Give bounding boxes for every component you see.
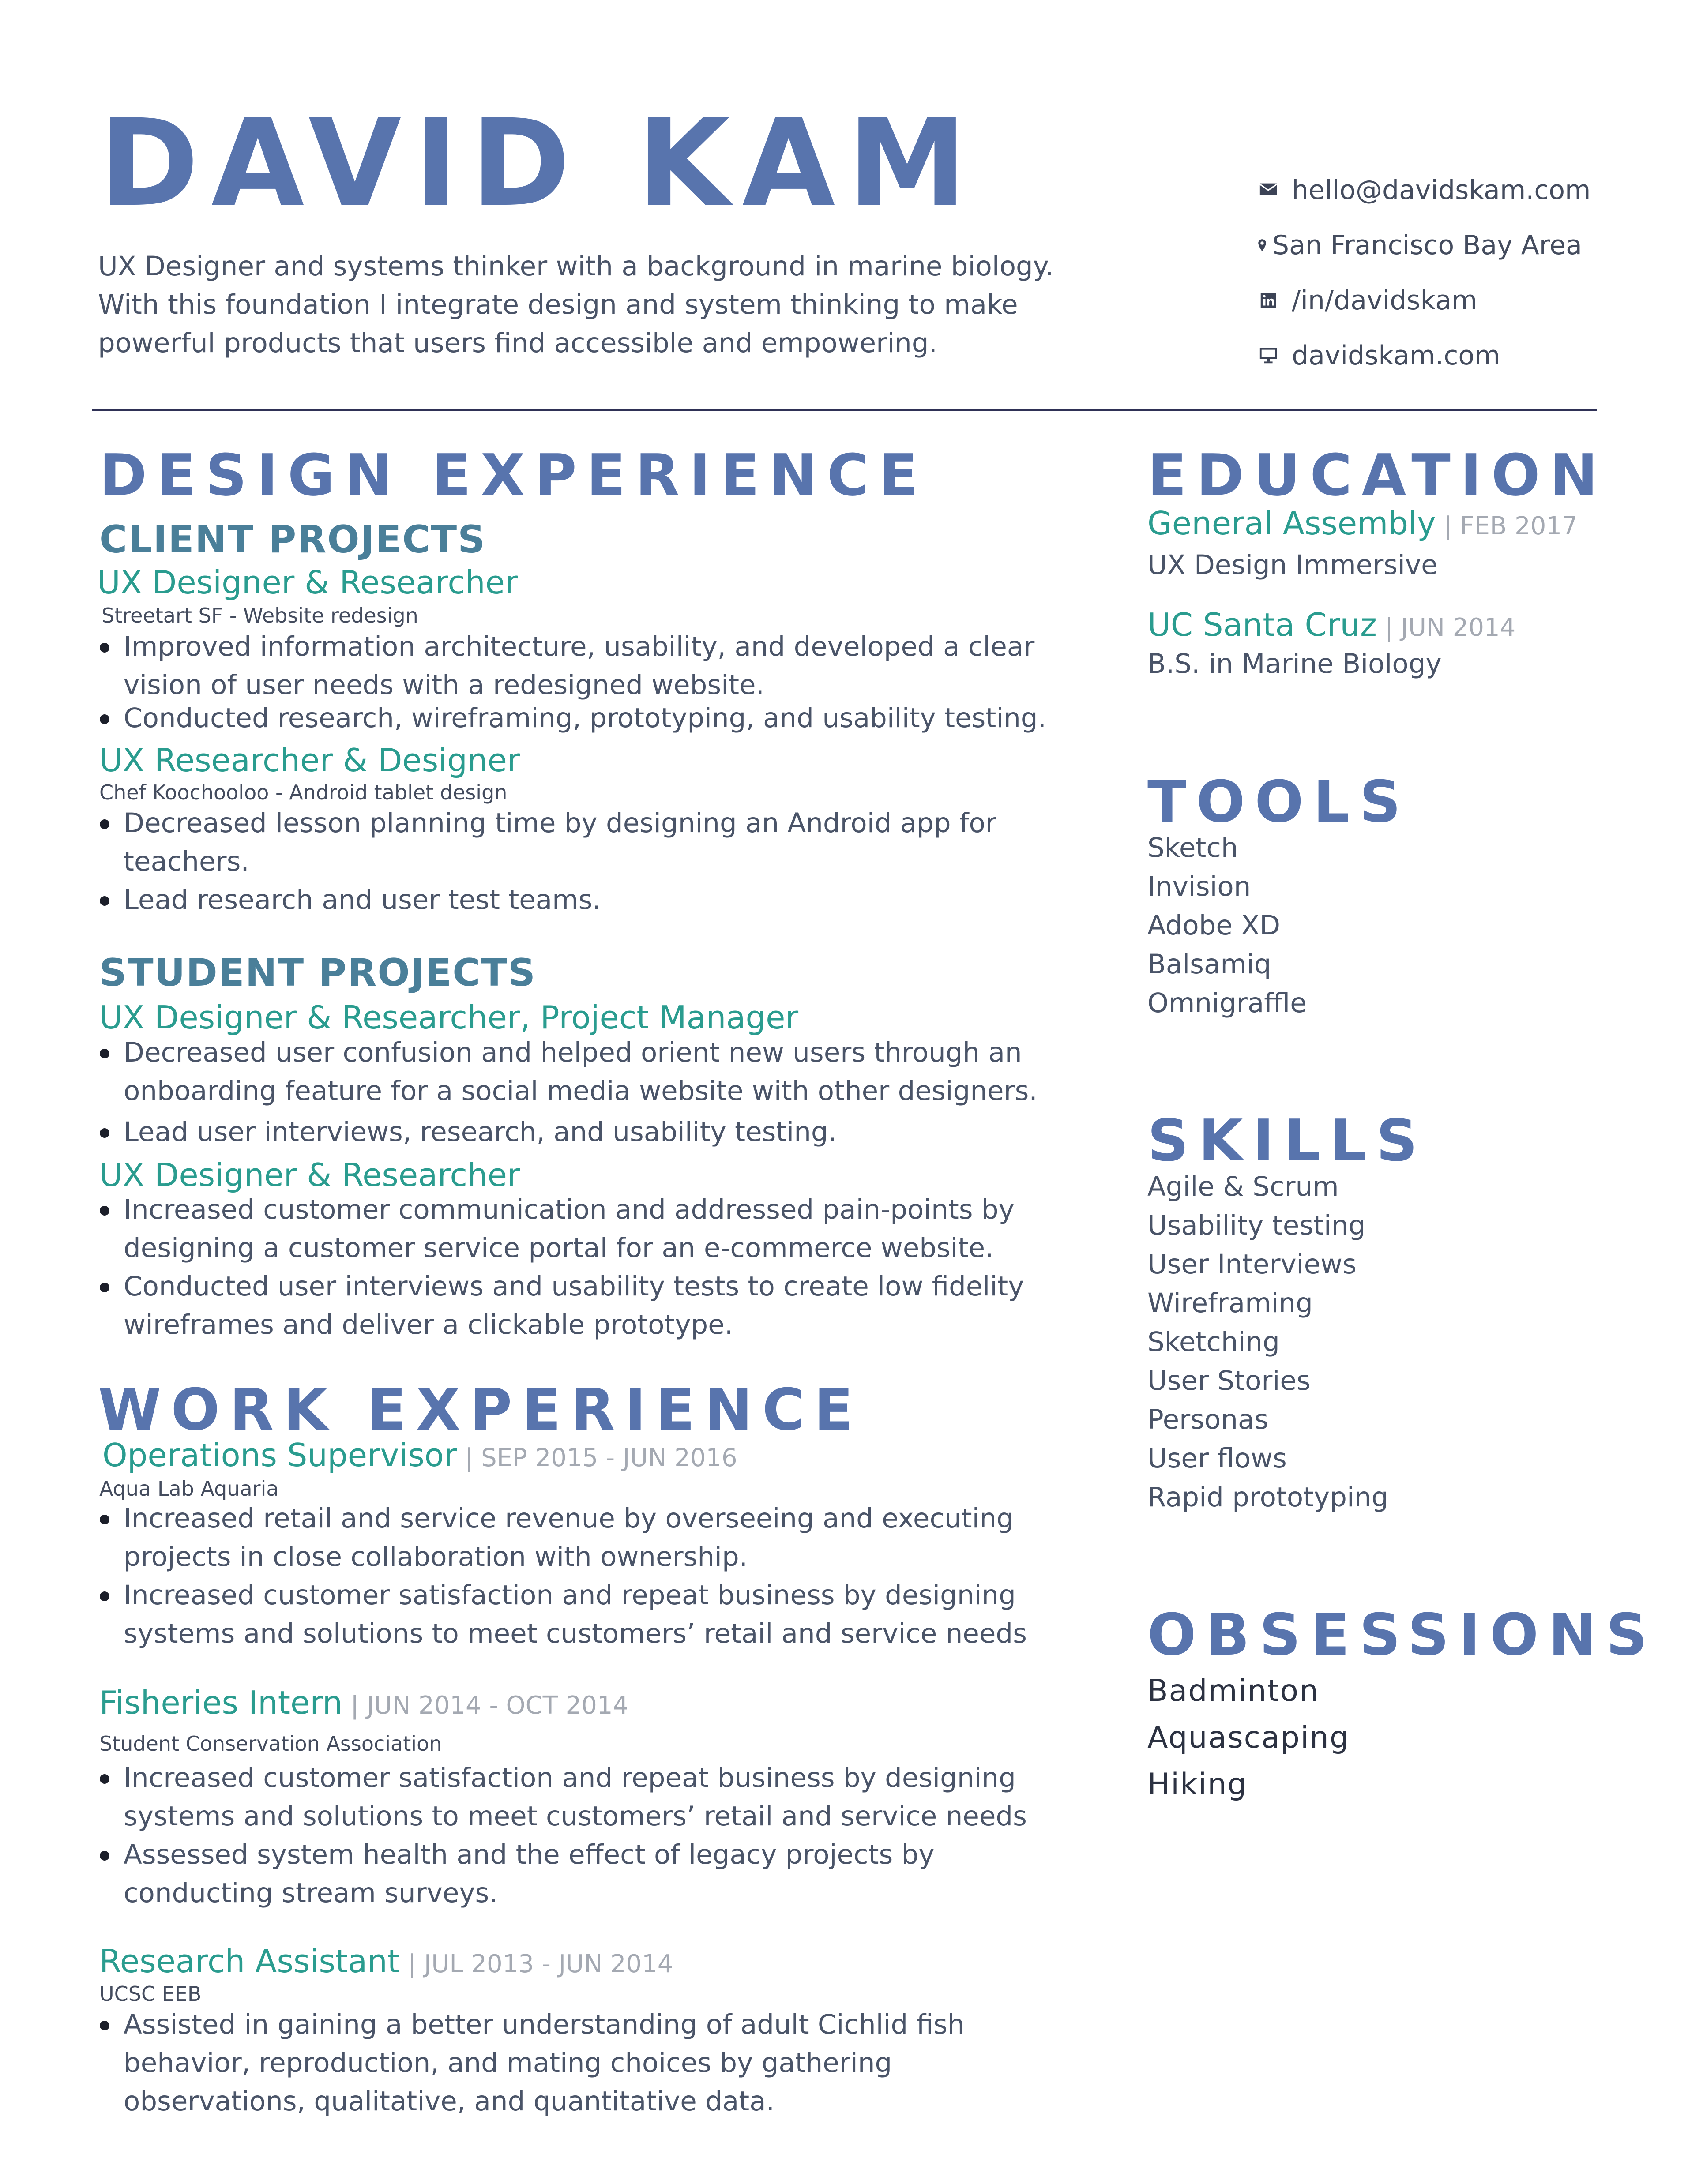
- list-item: Badminton: [1147, 1674, 1320, 1708]
- bullet-item: Assessed system health and the effect of legacy projects by conducting stream surveys.: [98, 1835, 1078, 1912]
- job-org: UCSC EEB: [99, 1982, 202, 2006]
- bullet-item: Increased customer satisfaction and repeat business by designing systems and solutions to meet customers’ retail and service needs: [98, 1759, 1078, 1835]
- envelope-icon: [1256, 177, 1281, 203]
- job-title: Fisheries Intern: [99, 1684, 343, 1721]
- bullet-item: Conducted user interviews and usability tests to create low fidelity wireframes and deliver a clickable prototype.: [98, 1267, 1078, 1344]
- list-item: Agile & Scrum: [1147, 1171, 1339, 1202]
- school-name: General Assembly: [1147, 505, 1436, 542]
- list-item: Sketching: [1147, 1326, 1280, 1358]
- job-header: [99, 1684, 629, 1721]
- bullet-list: [98, 627, 1078, 737]
- bullet-list: [98, 1759, 1078, 1912]
- skills-heading: SKILLS: [1147, 1107, 1428, 1174]
- job-title: Research Assistant: [99, 1943, 400, 1980]
- bullet-item: Assisted in gaining a better understanding of adult Cichlid fish behavior, reproduction, and mating choices by gathering observations, qualitative, and quantitative data.: [98, 2005, 1042, 2120]
- bullet-item: Increased customer communication and addressed pain-points by designing a customer service portal for an e-commerce website.: [98, 1190, 1078, 1267]
- job-dates: | JUL 2013 - JUN 2014: [408, 1950, 673, 1978]
- education-entry: [1147, 606, 1516, 643]
- list-item: Invision: [1147, 871, 1251, 902]
- contact-email[interactable]: [1256, 162, 1670, 218]
- job-org: Student Conservation Association: [99, 1732, 442, 1756]
- contact-email-text: hello@davidskam.com: [1292, 174, 1591, 206]
- client-projects-heading: CLIENT PROJECTS: [99, 518, 486, 562]
- list-item: User Interviews: [1147, 1249, 1357, 1280]
- job-header: [99, 1943, 673, 1980]
- list-item: Sketch: [1147, 832, 1238, 863]
- map-pin-icon: [1256, 233, 1269, 258]
- bullet-item: Decreased lesson planning time by designing an Android app for teachers.: [98, 804, 1078, 881]
- contact-block: [1256, 162, 1670, 383]
- bullet-list: [98, 1499, 1078, 1653]
- contact-linkedin-text: /in/davidskam: [1292, 285, 1477, 316]
- contact-linkedin[interactable]: [1256, 273, 1670, 328]
- bullet-list: [98, 2005, 1042, 2120]
- education-date: | FEB 2017: [1444, 512, 1578, 540]
- list-item: User flows: [1147, 1443, 1287, 1474]
- resume-name: DAVID KAM: [99, 94, 979, 233]
- list-item: User Stories: [1147, 1365, 1311, 1396]
- contact-website[interactable]: [1256, 328, 1670, 383]
- job-org: Chef Koochooloo - Android tablet design: [99, 781, 508, 804]
- list-item: Omnigraffle: [1147, 987, 1307, 1019]
- contact-location: [1256, 218, 1670, 273]
- bullet-item: Decreased user confusion and helped orient new users through an onboarding feature for a social media website with other designers.: [98, 1033, 1078, 1110]
- monitor-icon: [1256, 343, 1281, 368]
- job-org: Aqua Lab Aquaria: [99, 1477, 279, 1501]
- work-experience-heading: WORK EXPERIENCE: [98, 1376, 863, 1443]
- summary-text: UX Designer and systems thinker with a background in marine biology. With this foundation I integrate design and system thinking to make powerful products that users find accessible and empowering.: [98, 251, 1054, 359]
- design-experience-heading: DESIGN EXPERIENCE: [99, 442, 928, 509]
- bullet-list: [98, 1033, 1078, 1151]
- list-item: Hiking: [1147, 1767, 1248, 1802]
- education-program: UX Design Immersive: [1147, 549, 1438, 581]
- school-name: UC Santa Cruz: [1147, 606, 1377, 643]
- tools-list: [1147, 829, 1307, 1023]
- bullet-list: [98, 1190, 1078, 1344]
- list-item: Aquascaping: [1147, 1720, 1350, 1755]
- list-item: Personas: [1147, 1404, 1269, 1435]
- student-projects-heading: STUDENT PROJECTS: [99, 951, 536, 995]
- list-item: Balsamiq: [1147, 949, 1271, 980]
- list-item: Wireframing: [1147, 1287, 1313, 1319]
- job-title: Operations Supervisor: [102, 1437, 457, 1474]
- job-title: UX Researcher & Designer: [99, 742, 520, 779]
- job-org: Streetart SF - Website redesign: [102, 604, 418, 627]
- bullet-item: Conducted research, wireframing, prototyping, and usability testing.: [98, 699, 1078, 737]
- job-header: [102, 1437, 737, 1474]
- job-title: UX Designer & Researcher, Project Manager: [99, 999, 799, 1036]
- list-item: Usability testing: [1147, 1210, 1366, 1241]
- job-dates: | SEP 2015 - JUN 2016: [465, 1444, 737, 1472]
- job-dates: | JUN 2014 - OCT 2014: [350, 1691, 629, 1720]
- contact-location-text: San Francisco Bay Area: [1272, 229, 1582, 261]
- education-date: | JUN 2014: [1384, 613, 1516, 642]
- linkedin-icon: [1256, 288, 1281, 313]
- obsessions-list: [1147, 1668, 1350, 1808]
- header-divider: [92, 409, 1597, 411]
- tools-heading: TOOLS: [1147, 768, 1411, 835]
- bullet-item: Lead user interviews, research, and usability testing.: [98, 1113, 1078, 1151]
- obsessions-heading: OBSESSIONS: [1147, 1601, 1657, 1668]
- education-entry: [1147, 505, 1578, 542]
- bullet-item: Increased customer satisfaction and repeat business by designing systems and solutions to meet customers’ retail and service needs: [98, 1576, 1078, 1653]
- list-item: Rapid prototyping: [1147, 1482, 1389, 1513]
- list-item: Adobe XD: [1147, 910, 1281, 941]
- education-heading: EDUCATION: [1147, 442, 1608, 509]
- skills-list: [1147, 1167, 1388, 1517]
- contact-website-text: davidskam.com: [1292, 340, 1500, 371]
- bullet-item: Increased retail and service revenue by overseeing and executing projects in close collaboration with ownership.: [98, 1499, 1078, 1576]
- job-title: UX Designer & Researcher: [97, 564, 518, 601]
- bullet-item: Lead research and user test teams.: [98, 881, 1078, 919]
- bullet-list: [98, 804, 1078, 919]
- education-program: B.S. in Marine Biology: [1147, 648, 1442, 679]
- job-title: UX Designer & Researcher: [99, 1156, 520, 1193]
- bullet-item: Improved information architecture, usability, and developed a clear vision of user needs with a redesigned website.: [98, 627, 1078, 704]
